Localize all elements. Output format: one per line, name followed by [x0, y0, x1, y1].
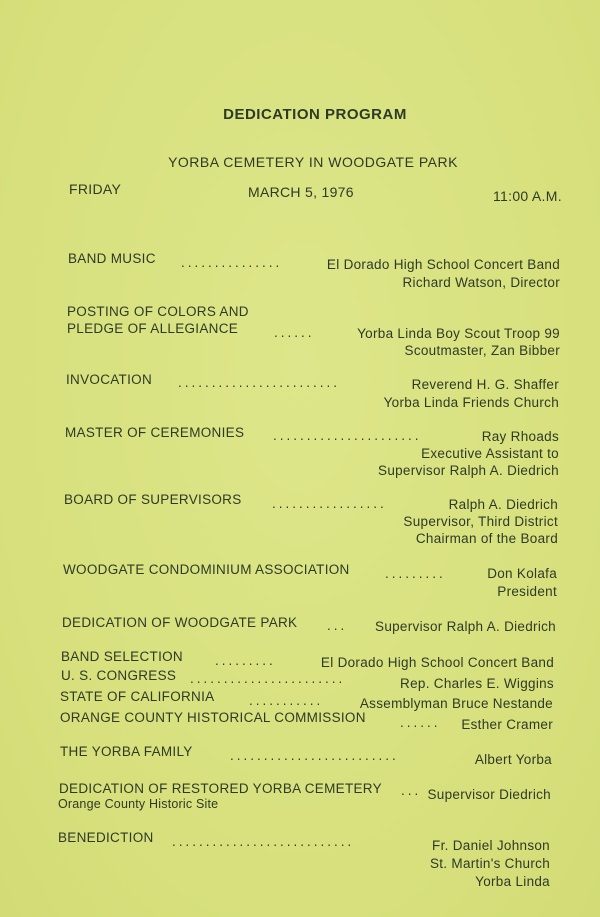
item-leader-dots: .......................	[190, 671, 346, 686]
item-performer-detail: Yorba Linda Friends Church	[383, 395, 559, 410]
item-performer-detail: Yorba Linda	[475, 874, 550, 889]
program-title: DEDICATION PROGRAM	[223, 106, 407, 123]
item-label-pledge: PLEDGE OF ALLEGIANCE	[67, 321, 239, 336]
item-leader-dots: ........................	[178, 375, 341, 390]
program-subtitle: YORBA CEMETERY IN WOODGATE PARK	[168, 154, 458, 170]
event-time: 11:00 A.M.	[493, 188, 562, 204]
item-label-dedication-park: DEDICATION OF WOODGATE PARK	[62, 615, 298, 630]
item-leader-dots: ......	[400, 715, 441, 730]
item-performer: Don Kolafa	[487, 566, 557, 581]
item-performer: El Dorado High School Concert Band	[326, 257, 560, 272]
item-label-historical-commission: ORANGE COUNTY HISTORICAL COMMISSION	[60, 710, 366, 725]
item-performer: Esther Cramer	[461, 717, 553, 732]
item-performer: El Dorado High School Concert Band	[320, 655, 554, 670]
item-leader-dots: ...........	[249, 693, 324, 708]
item-performer: Rep. Charles E. Wiggins	[400, 676, 554, 691]
item-performer: Supervisor Diedrich	[427, 787, 551, 802]
item-leader-dots: ...	[401, 783, 422, 798]
item-leader-dots: .........	[385, 566, 446, 581]
item-performer: Ralph A. Diedrich	[448, 497, 558, 512]
item-label-condominium-association: WOODGATE CONDOMINIUM ASSOCIATION	[63, 562, 350, 577]
item-sublabel: Orange County Historic Site	[58, 797, 219, 811]
item-label-master-of-ceremonies: MASTER OF CEREMONIES	[65, 425, 245, 440]
item-performer: Fr. Daniel Johnson	[432, 838, 550, 853]
item-label-board-of-supervisors: BOARD OF SUPERVISORS	[64, 492, 242, 507]
item-performer-detail: St. Martin's Church	[429, 856, 550, 871]
item-leader-dots: .................	[272, 496, 387, 511]
item-leader-dots: .........	[215, 653, 276, 668]
item-performer-detail: Executive Assistant to	[421, 446, 559, 461]
item-label-posting-colors: POSTING OF COLORS AND	[67, 304, 249, 319]
item-performer-detail: Supervisor, Third District	[403, 514, 558, 529]
event-day: FRIDAY	[69, 181, 122, 197]
item-leader-dots: ......................	[273, 428, 422, 443]
item-performer-detail: Richard Watson, Director	[402, 275, 560, 290]
item-label-benediction: BENEDICTION	[58, 830, 154, 845]
item-leader-dots: ......	[274, 325, 315, 340]
item-leader-dots: ...........................	[172, 834, 355, 849]
item-leader-dots: ...	[327, 618, 348, 633]
item-label-band-selection: BAND SELECTION	[61, 649, 183, 664]
item-performer: Ray Rhoads	[481, 429, 559, 444]
item-performer: Albert Yorba	[474, 752, 552, 767]
item-label-state-of-california: STATE OF CALIFORNIA	[60, 689, 215, 704]
event-date: MARCH 5, 1976	[248, 184, 354, 200]
item-performer: Supervisor Ralph A. Diedrich	[375, 619, 556, 634]
item-performer: Yorba Linda Boy Scout Troop 99	[357, 326, 560, 341]
item-leader-dots: ...............	[181, 255, 283, 270]
item-performer-detail: Scoutmaster, Zan Bibber	[404, 343, 560, 358]
item-label-yorba-family: THE YORBA FAMILY	[60, 744, 193, 759]
item-performer-detail: Supervisor Ralph A. Diedrich	[378, 463, 559, 478]
item-performer-detail: President	[497, 584, 557, 599]
item-performer: Assemblyman Bruce Nestande	[359, 696, 553, 711]
item-label-invocation: INVOCATION	[66, 372, 153, 387]
item-label-band-music: BAND MUSIC	[68, 251, 156, 266]
item-label-us-congress: U. S. CONGRESS	[61, 668, 177, 683]
item-performer: Reverend H. G. Shaffer	[411, 377, 559, 392]
item-leader-dots: .........................	[230, 748, 399, 763]
item-performer-detail: Chairman of the Board	[415, 531, 558, 546]
item-label-dedication-cemetery: DEDICATION OF RESTORED YORBA CEMETERY	[59, 781, 382, 796]
